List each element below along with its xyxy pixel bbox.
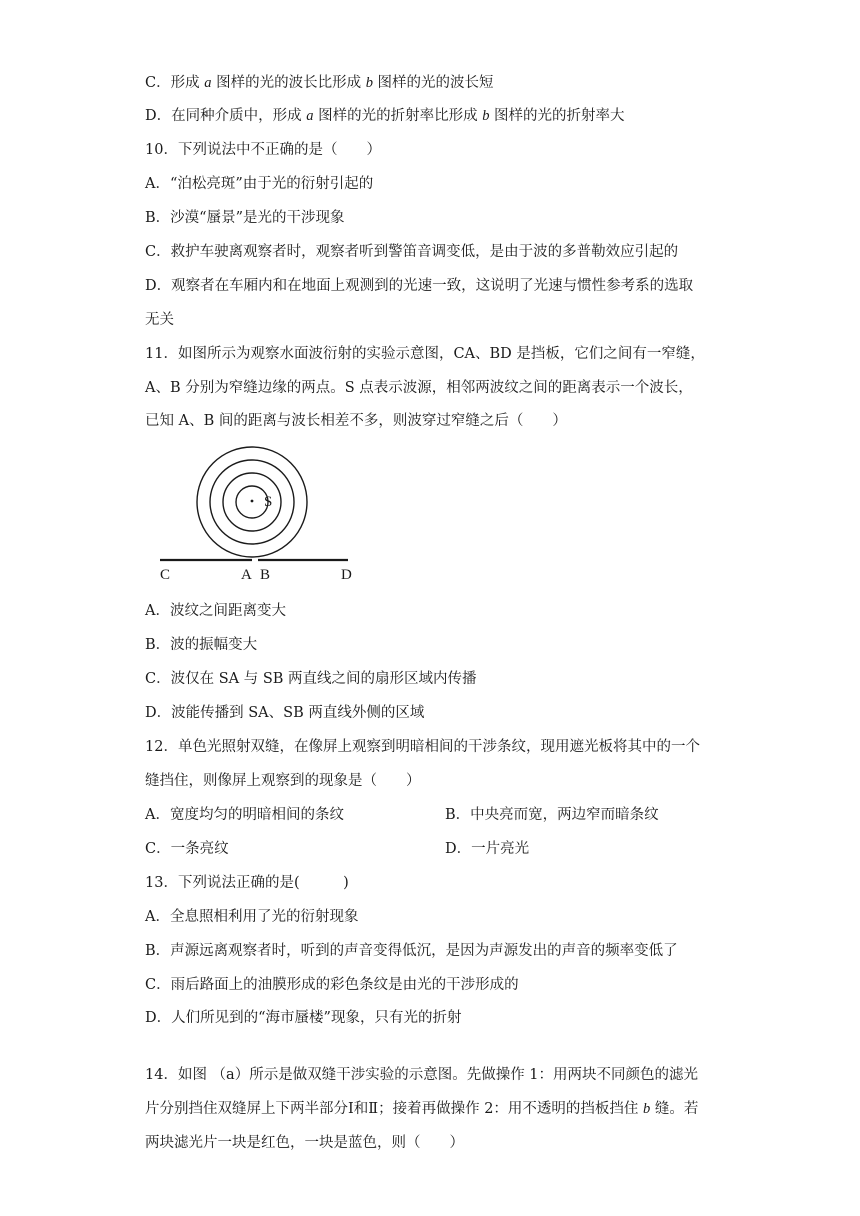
q10-stem: 10．下列说法中不正确的是（ ） [145,142,381,158]
q13-option-d: D．人们所见到的“海市蜃楼”现象，只有光的折射 [145,1010,462,1026]
q11-option-d: D．波能传播到 SA、SB 两直线外侧的区域 [145,705,425,721]
wave-diffraction-figure [155,444,355,584]
label-a: A [241,567,252,583]
q12-option-d: D．一片亮光 [445,841,530,857]
q10-option-d-line1: D．观察者在车厢内和在地面上观测到的光速一致，这说明了光速与惯性参考系的选取 [145,278,694,294]
label-d: D [341,567,352,583]
q13-option-b: B．声源远离观察者时，听到的声音变得低沉，是因为声源发出的声音的频率变低了 [145,943,678,959]
q14-stem-line3: 两块滤光片一块是红色，一块是蓝色，则（ ） [145,1135,464,1151]
label-s: S [264,494,273,510]
q9-option-d: D．在同种介质中，形成 a 图样的光的折射率比形成 b 图样的光的折射率大 [145,108,625,124]
wave-source-point [251,500,254,503]
label-c: C [160,567,171,583]
q10-option-c: C．救护车驶离观察者时，观察者听到警笛音调变低，是由于波的多普勒效应引起的 [145,244,679,260]
q12-stem-line2: 缝挡住，则像屏上观察到的现象是（ ） [145,773,421,789]
q11-option-b: B．波的振幅变大 [145,637,258,653]
q11-option-a: A．波纹之间距离变大 [145,603,286,619]
q13-option-a: A．全息照相利用了光的衍射现象 [145,909,359,925]
q12-option-a: A．宽度均匀的明暗相间的条纹 [145,807,344,823]
q12-option-b: B．中央亮而宽，两边窄而暗条纹 [445,807,659,823]
q11-option-c: C．波仅在 SA 与 SB 两直线之间的扇形区域内传播 [145,671,477,687]
q10-option-d-line2: 无关 [145,312,174,328]
q10-option-a: A．“泊松亮斑”由于光的衍射引起的 [145,176,374,192]
q13-option-c: C．雨后路面上的油膜形成的彩色条纹是由光的干涉形成的 [145,977,519,993]
q14-stem-line1: 14．如图 （a）所示是做双缝干涉实验的示意图。先做操作 1：用两块不同颜色的滤光 [145,1067,699,1083]
q11-stem-line3: 已知 A、B 间的距离与波长相差不多，则波穿过窄缝之后（ ） [145,413,567,429]
q11-stem-line2: A、B 分别为窄缝边缘的两点。S 点表示波源，相邻两波纹之间的距离表示一个波长， [145,380,693,396]
label-b: B [260,567,271,583]
q13-stem: 13．下列说法正确的是( ) [145,875,349,891]
q11-stem-line1: 11．如图所示为观察水面波衍射的实验示意图，CA、BD 是挡板，它们之间有一窄缝， [145,346,705,362]
q14-stem-line2: 片分别挡住双缝屏上下两半部分Ⅰ和Ⅱ；接着再做操作 2：用不透明的挡板挡住 b 缝。若 [145,1101,699,1117]
q9-option-c: C．形成 a 图样的光的波长比形成 b 图样的光的波长短 [145,75,494,91]
q12-stem-line1: 12．单色光照射双缝，在像屏上观察到明暗相间的干涉条纹，现用遮光板将其中的一个 [145,739,700,755]
q12-option-c: C．一条亮纹 [145,841,229,857]
q10-option-b: B．沙漠“蜃景”是光的干涉现象 [145,210,345,226]
